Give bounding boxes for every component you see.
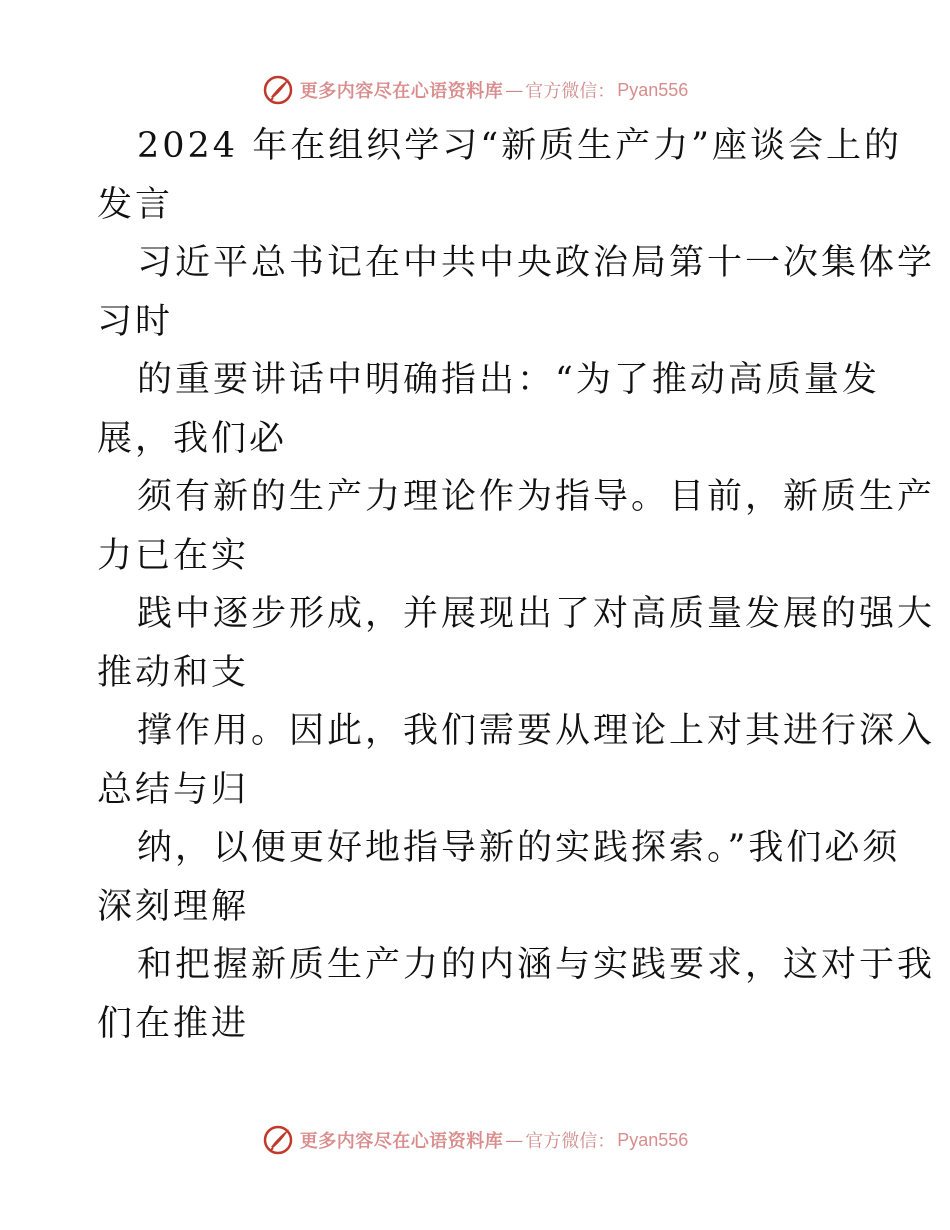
paragraph-line-wrap: 习时 <box>97 301 174 342</box>
paragraph-line: 须有新的生产力理论作为指导。目前，新质生产 <box>137 477 936 517</box>
banner-wechat-label: 官方微信： <box>525 1131 616 1152</box>
banner-brand-text: 更多内容尽在心语资料库 <box>299 1131 504 1152</box>
banner-brand-text: 更多内容尽在心语资料库 <box>299 81 504 102</box>
paragraph-line-wrap: 们在推进 <box>97 1003 250 1044</box>
paragraph-line: 的重要讲话中明确指出：“为了推动高质量发 <box>137 360 880 400</box>
banner-separator: — <box>505 79 524 101</box>
paragraph-line-wrap: 深刻理解 <box>97 886 250 927</box>
document-body <box>97 117 936 1053</box>
quill-pen-logo-icon <box>262 74 294 106</box>
footer-banner <box>0 1120 950 1160</box>
paragraph-line-wrap: 力已在实 <box>97 535 250 576</box>
paragraph-line: 践中逐步形成，并展现出了对高质量发展的强大 <box>137 594 936 634</box>
paragraph-line: 和把握新质生产力的内涵与实践要求，这对于我 <box>137 945 936 985</box>
banner-wechat-id: Pyan556 <box>617 79 689 100</box>
banner-wechat-id: Pyan556 <box>617 1129 689 1150</box>
paragraph-line: 纳，以便更好地指导新的实践探索。”我们必须 <box>137 828 901 868</box>
paragraph-line-wrap: 推动和支 <box>97 652 250 693</box>
header-banner <box>0 70 950 110</box>
paragraph-line: 撑作用。因此，我们需要从理论上对其进行深入 <box>137 711 936 751</box>
paragraph-line: 习近平总书记在中共中央政治局第十一次集体学 <box>137 243 936 283</box>
quill-pen-logo-icon <box>262 1124 294 1156</box>
paragraph-line-wrap: 展，我们必 <box>97 418 288 459</box>
paragraph-line-wrap: 总结与归 <box>97 769 250 810</box>
banner-wechat-label: 官方微信： <box>525 81 616 102</box>
banner-separator: — <box>505 1129 524 1151</box>
title-line-2: 发言 <box>97 184 174 225</box>
title-line-1: 2024 年在组织学习“新质生产力”座谈会上的 <box>137 126 902 166</box>
